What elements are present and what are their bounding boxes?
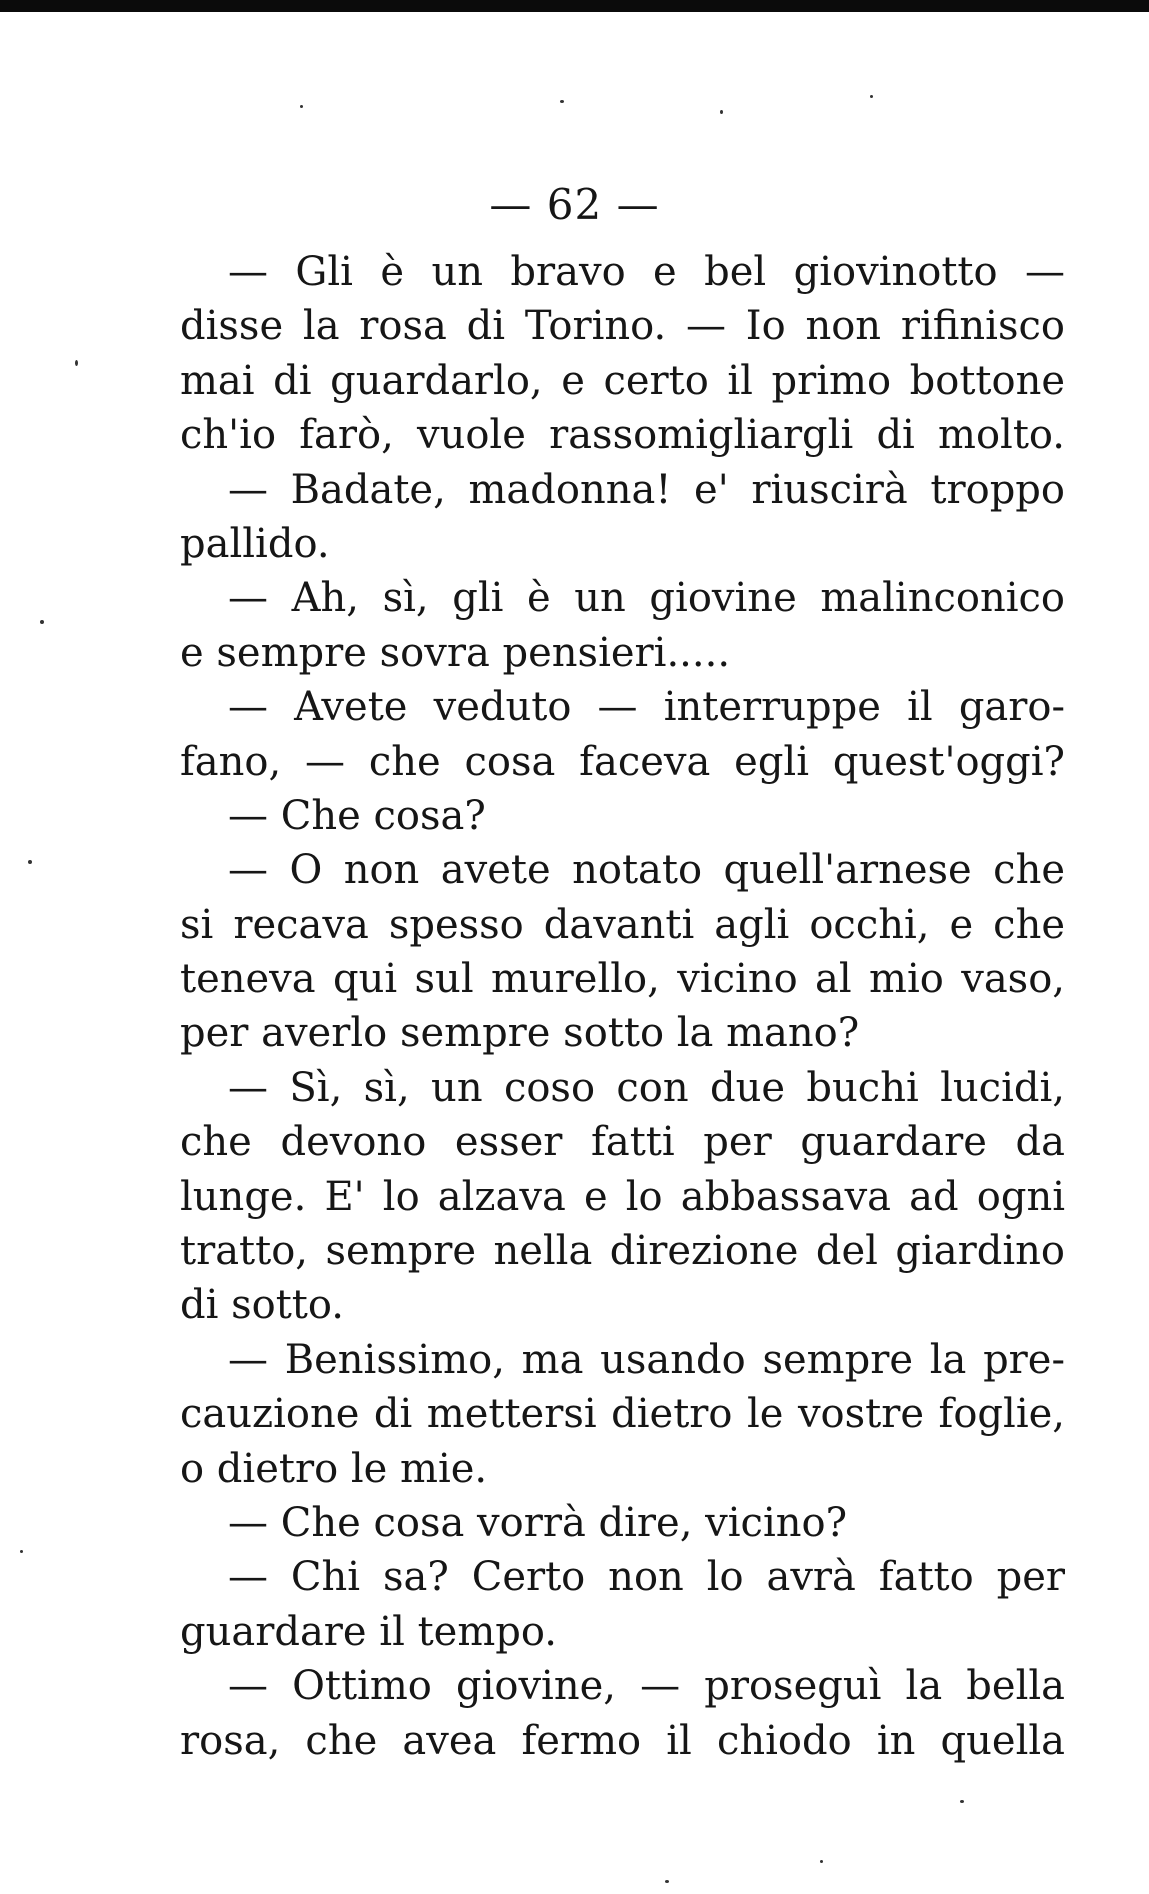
text-line: rosa, che avea fermo il chiodo in quella: [180, 1717, 1065, 1764]
text-line: fano, — che cosa faceva egli quest'oggi?: [180, 738, 1065, 785]
text-line: mai di guardarlo, e certo il primo bottone: [180, 357, 1065, 404]
scan-speck: [40, 620, 44, 624]
text-line: — Ah, sì, gli è un giovine malinconico: [228, 575, 1065, 622]
text-line: che devono esser fatti per guardare da: [180, 1119, 1065, 1166]
body-text: [180, 245, 1065, 1768]
text-line: — O non avete notato quell'arnese che: [228, 847, 1065, 894]
text-line: per averlo sempre sotto la mano?: [180, 1010, 860, 1057]
scan-speck: [960, 1800, 964, 1803]
text-line: — Sì, sì, un coso con due buchi lucidi,: [228, 1064, 1065, 1111]
text-line: — Che cosa?: [228, 792, 486, 839]
scan-speck: [28, 860, 32, 864]
page-number: — 62 —: [489, 180, 660, 229]
text-line: teneva qui sul murello, vicino al mio vaso,: [180, 956, 1065, 1003]
scan-speck: [300, 105, 303, 108]
scan-speck: [720, 110, 723, 114]
text-line: di sotto.: [180, 1282, 344, 1329]
text-line: tratto, sempre nella direzione del giardino: [180, 1228, 1065, 1275]
text-line: disse la rosa di Torino. — Io non rifinisco: [180, 303, 1065, 350]
scan-speck: [870, 95, 873, 98]
text-line: lunge. E' lo alzava e lo abbassava ad ogni: [180, 1173, 1065, 1220]
scan-speck: [560, 100, 564, 103]
scan-speck: [665, 1880, 669, 1883]
scan-speck: [75, 360, 78, 366]
text-line: — Gli è un bravo e bel giovinotto —: [228, 249, 1065, 295]
text-line: ch'io farò, vuole rassomigliargli di molto.: [180, 412, 1065, 459]
text-line: — Ottimo giovine, — proseguì la bella: [228, 1663, 1065, 1710]
text-line: — Badate, madonna! e' riuscirà troppo: [228, 466, 1065, 513]
text-line: — Chi sa? Certo non lo avrà fatto per: [228, 1554, 1065, 1601]
scan-speck: [820, 1860, 823, 1863]
text-line: e sempre sovra pensieri.....: [180, 629, 731, 676]
scan-speck: [20, 1550, 23, 1553]
top-border-rule: [0, 0, 1149, 12]
text-line: pallido.: [180, 520, 330, 567]
text-line: guardare il tempo.: [180, 1608, 557, 1655]
text-line: — Avete veduto — interruppe il garo-: [228, 684, 1065, 731]
text-line: — Che cosa vorrà dire, vicino?: [228, 1499, 848, 1546]
text-line: si recava spesso davanti agli occhi, e che: [180, 901, 1065, 948]
text-line: cauzione di mettersi dietro le vostre foglie,: [180, 1391, 1065, 1438]
text-line: o dietro le mie.: [180, 1445, 488, 1492]
text-line: — Benissimo, ma usando sempre la pre-: [228, 1336, 1065, 1383]
